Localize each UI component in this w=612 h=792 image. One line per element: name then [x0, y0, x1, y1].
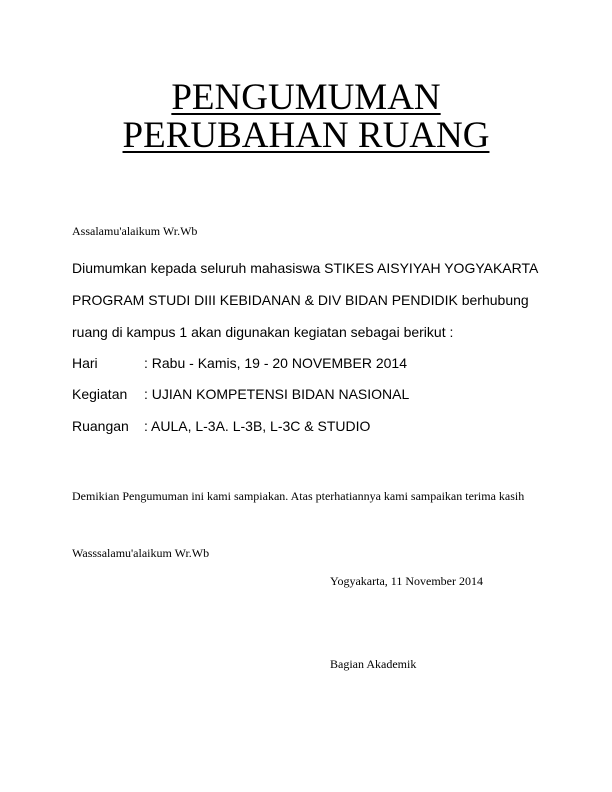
title-line-1: PENGUMUMAN — [171, 77, 441, 118]
detail-value-hari: : Rabu - Kamis, 19 - 20 NOVEMBER 2014 — [144, 355, 407, 371]
intro-line-1: Diumumkan kepada seluruh mahasiswa STIKES AISYIYAH YOGYAKARTA — [72, 260, 539, 276]
detail-label-ruangan: Ruangan — [72, 418, 129, 434]
signatory: Bagian Akademik — [330, 657, 417, 671]
title-line-2: PERUBAHAN RUANG — [122, 115, 490, 156]
detail-row-ruangan — [72, 418, 370, 435]
detail-label-kegiatan: Kegiatan — [72, 386, 128, 402]
detail-value-ruangan: : AULA, L-3A. L-3B, L-3C & STUDIO — [144, 418, 371, 434]
detail-row-hari — [72, 355, 407, 372]
detail-value-kegiatan: : UJIAN KOMPETENSI BIDAN NASIONAL — [144, 386, 410, 402]
intro-line-3: ruang di kampus 1 akan digunakan kegiatan sebagai berikut : — [72, 324, 454, 340]
detail-row-kegiatan — [72, 386, 409, 403]
intro-line-2: PROGRAM STUDI DIII KEBIDANAN & DIV BIDAN PENDIDIK berhubung — [72, 292, 529, 308]
place-date: Yogyakarta, 11 November 2014 — [330, 574, 483, 588]
farewell: Wasssalamu'alaikum Wr.Wb — [72, 546, 210, 560]
detail-label-hari: Hari — [72, 355, 98, 371]
closing-text: Demikian Pengumuman ini kami sampiakan. Atas pterhatiannya kami sampaikan terima kasih — [72, 489, 525, 503]
greeting: Assalamu'alaikum Wr.Wb — [72, 224, 198, 238]
